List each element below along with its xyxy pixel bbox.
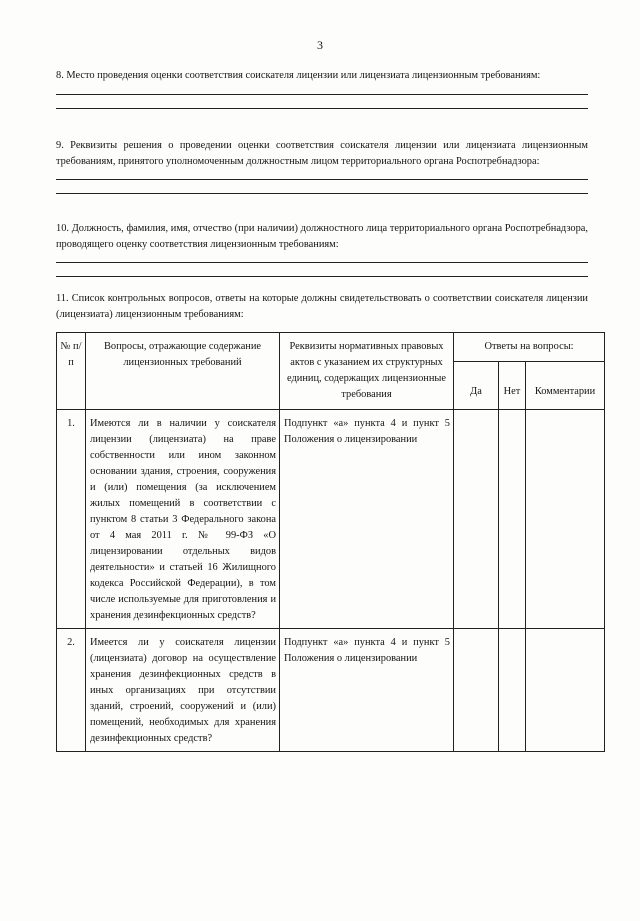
header-no: Нет: [499, 362, 526, 410]
header-yes: Да: [454, 362, 499, 410]
checklist-table: [56, 332, 605, 752]
section-9: [56, 138, 588, 194]
header-reference: Реквизиты нормативных правовых актов с указанием их структурных единиц, содержащих лицензионные требования: [280, 333, 454, 410]
fill-line: [56, 108, 588, 109]
fill-line: [56, 276, 588, 277]
fill-line: [56, 94, 588, 95]
table-row: [57, 410, 605, 629]
fill-line: [56, 193, 588, 194]
section-8: [56, 68, 588, 109]
section-10: [56, 221, 588, 277]
section-11: [56, 291, 588, 322]
answer-yes-cell[interactable]: [454, 410, 499, 629]
page-number: 3: [317, 38, 323, 52]
answer-no-cell[interactable]: [499, 410, 526, 629]
header-question: Вопросы, отражающие содержание лицензионных требований: [86, 333, 280, 410]
section-10-text: 10. Должность, фамилия, имя, отчество (при наличии) должностного лица территориального органа Роспотребнадзора, проводящего оценку соответствия лицензионным требованиям:: [56, 223, 588, 250]
header-num: № п/п: [57, 333, 86, 410]
fill-line: [56, 179, 588, 180]
row-reference: Подпункт «а» пункта 4 и пункт 5 Положения о лицензировании: [280, 410, 454, 629]
header-comments: Комментарии: [526, 362, 605, 410]
section-11-text: 11. Список контрольных вопросов, ответы на которые должны свидетельствовать о соответствии соискателя лицензии (лицензиата) лицензионным требованиям:: [56, 293, 588, 320]
fill-line: [56, 262, 588, 263]
row-question: Имеются ли в наличии у соискателя лицензии (лицензиата) на праве собственности или ином законном основании здания, строения, сооружения и (или) помещения (за исключением жилых помещений в соответствии с пунктом 8 статьи 3 Федерального закона от 4 мая 2011 г. № 99-ФЗ «О лицензировании отдельных видов деятельности» и статьей 16 Жилищного кодекса Российской Федерации), в том числе используемые для приготовления и хранения дезинфекционных средств?: [86, 410, 280, 629]
row-reference: Подпункт «а» пункта 4 и пункт 5 Положения о лицензировании: [280, 629, 454, 752]
table-row: [57, 629, 605, 752]
row-question: Имеется ли у соискателя лицензии (лицензиата) договор на осуществление хранения дезинфекционных средств в иных организациях при отсутствии зданий, строений, сооружений и (или) помещений, необходимых для хранения дезинфекционных средств?: [86, 629, 280, 752]
header-answers: Ответы на вопросы:: [454, 333, 605, 362]
table-header-row: [57, 333, 605, 362]
section-9-text: 9. Реквизиты решения о проведении оценки соответствия соискателя лицензии или лицензиата лицензионным требованиям, принятого уполномоченным должностным лицом территориального органа Роспотребнадзора:: [56, 140, 588, 167]
section-8-text: 8. Место проведения оценки соответствия соискателя лицензии или лицензиата лицензионным требованиям:: [56, 70, 541, 81]
answer-comments-cell[interactable]: [526, 410, 605, 629]
answer-comments-cell[interactable]: [526, 629, 605, 752]
row-num: 1.: [57, 410, 86, 629]
answer-yes-cell[interactable]: [454, 629, 499, 752]
answer-no-cell[interactable]: [499, 629, 526, 752]
row-num: 2.: [57, 629, 86, 752]
